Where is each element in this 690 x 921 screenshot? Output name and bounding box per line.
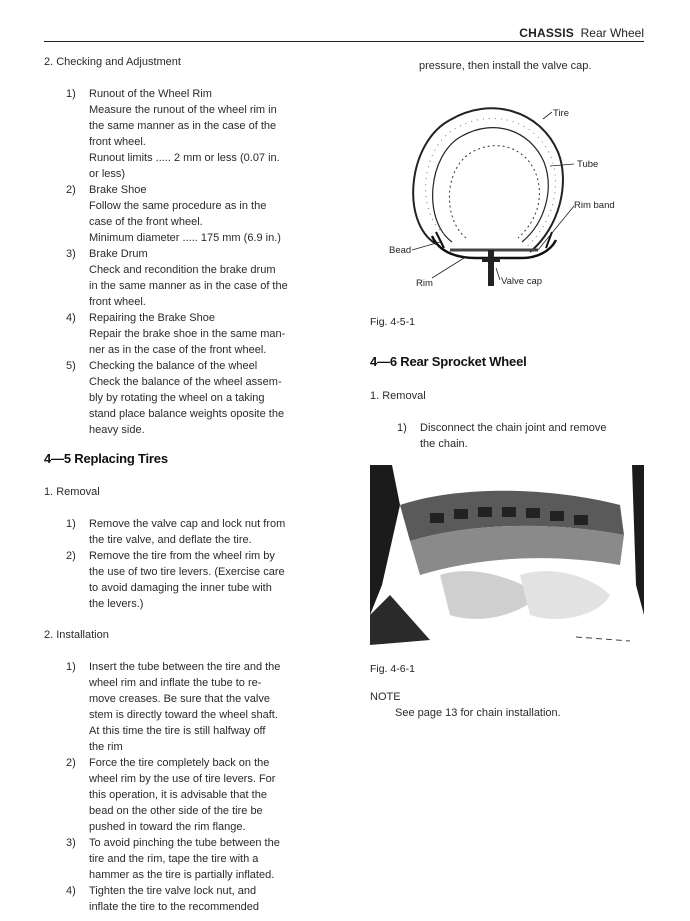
removal-step-number: 1) <box>66 518 76 530</box>
label-valve-cap: Valve cap <box>501 276 543 287</box>
item-line: front wheel. <box>89 296 146 308</box>
label-rim: Rim <box>416 278 433 289</box>
tire-texture <box>426 118 556 247</box>
item-line: Follow the same procedure as in the <box>89 200 267 212</box>
install-step-line: Insert the tube between the tire and the <box>89 661 281 673</box>
item-line: front wheel. <box>89 136 146 148</box>
item-title: Runout of the Wheel Rim <box>89 88 212 100</box>
tire-leader-line <box>543 112 552 119</box>
item-line: or less) <box>89 168 126 180</box>
item-line: heavy side. <box>89 424 145 436</box>
continued-text: pressure, then install the valve cap. <box>419 60 592 72</box>
bead-leader-line <box>412 242 440 250</box>
install-step-line: wheel rim by the use of tire levers. For <box>89 773 276 785</box>
install-step-line: To avoid pinching the tube between the <box>89 837 280 849</box>
installation-heading: 2. Installation <box>44 629 109 641</box>
install-step-line: pushed in toward the rim flange. <box>89 821 246 833</box>
install-step-line: Tighten the tire valve lock nut, and <box>89 885 257 897</box>
item-title: Brake Shoe <box>89 184 147 196</box>
runout-spec: Runout limits ..... 2 mm or less (0.07 in. <box>89 152 280 164</box>
figure-caption-4-5-1: Fig. 4-5-1 <box>370 316 415 328</box>
install-step-line: bead on the other side of the tire be <box>89 805 263 817</box>
sprocket-step-number: 1) <box>397 422 407 434</box>
removal-step-line: the levers.) <box>89 598 144 610</box>
label-tube: Tube <box>577 159 599 170</box>
item-number: 3) <box>66 248 76 260</box>
valve-cap-leader-line <box>496 268 500 280</box>
item-title: Repairing the Brake Shoe <box>89 312 215 324</box>
install-step-line: Force the tire completely back on the <box>89 757 270 769</box>
section-rear-sprocket-heading: 4—6 Rear Sprocket Wheel <box>370 354 527 369</box>
label-rim-band: Rim band <box>574 200 615 211</box>
header-section: CHASSIS <box>519 26 574 40</box>
rim-leader-line <box>432 258 464 278</box>
item-line: stand place balance weights oposite the <box>89 408 285 420</box>
page-header <box>44 26 644 42</box>
figure-caption-4-6-1: Fig. 4-6-1 <box>370 663 415 675</box>
install-step-line: At this time the tire is still halfway off <box>89 725 266 737</box>
removal-step-line: the tire valve, and deflate the tire. <box>89 534 252 546</box>
removal-step-line: Remove the tire from the wheel rim by <box>89 550 275 562</box>
note-heading: NOTE <box>370 691 401 703</box>
install-step-number: 1) <box>66 661 76 673</box>
item-line: bly by rotating the wheel on a taking <box>89 392 265 404</box>
removal-step-number: 2) <box>66 550 76 562</box>
section-replacing-tires-heading: 4—5 Replacing Tires <box>44 451 168 466</box>
item-number: 5) <box>66 360 76 372</box>
label-bead: Bead <box>389 245 412 256</box>
item-line: case of the front wheel. <box>89 216 203 228</box>
install-step-line: inflate the tire to the recommended <box>89 901 259 913</box>
item-line: the same manner as in the case of the <box>89 120 277 132</box>
label-tire: Tire <box>553 108 570 119</box>
install-step-line: this operation, it is advisable that the <box>89 789 267 801</box>
removal-step-line: to avoid damaging the inner tube with <box>89 582 272 594</box>
tire-inner-outline <box>433 128 549 242</box>
item-number: 2) <box>66 184 76 196</box>
sprocket-step-line: Disconnect the chain joint and remove <box>420 422 607 434</box>
tube-outline <box>449 146 539 238</box>
removal-heading: 1. Removal <box>44 486 100 498</box>
item-line: Check and recondition the brake drum <box>89 264 276 276</box>
install-step-line: tire and the rim, tape the tire with a <box>89 853 259 865</box>
item-number: 1) <box>66 88 76 100</box>
item-title: Checking the balance of the wheel <box>89 360 258 372</box>
note-text: See page 13 for chain installation. <box>395 707 561 719</box>
chain-removal-photo <box>370 465 644 645</box>
item-line: Check the balance of the wheel assem- <box>89 376 282 388</box>
install-step-number: 2) <box>66 757 76 769</box>
removal-step-line: the use of two tire levers. (Exercise care <box>89 566 285 578</box>
item-number: 4) <box>66 312 76 324</box>
section-checking-title: 2. Checking and Adjustment <box>44 56 181 68</box>
header-subsection: Rear Wheel <box>580 26 644 40</box>
sprocket-step-line: the chain. <box>420 438 468 450</box>
minimum-diameter-spec: Minimum diameter ..... 175 mm (6.9 in.) <box>89 232 281 244</box>
item-line: Measure the runout of the wheel rim in <box>89 104 277 116</box>
header-title <box>519 26 644 40</box>
item-title: Brake Drum <box>89 248 148 260</box>
header-rule <box>44 41 644 42</box>
install-step-line: hammer as the tire is partially inflated. <box>89 869 275 881</box>
install-step-line: stem is directly toward the wheel shaft. <box>89 709 278 721</box>
tire-cross-section-diagram <box>380 82 650 302</box>
removal-step-line: Remove the valve cap and lock nut from <box>89 518 286 530</box>
item-line: ner as in the case of the front wheel. <box>89 344 267 356</box>
install-step-number: 4) <box>66 885 76 897</box>
sprocket-removal-heading: 1. Removal <box>370 390 426 402</box>
item-line: Repair the brake shoe in the same man- <box>89 328 286 340</box>
item-line: in the same manner as in the case of the <box>89 280 288 292</box>
install-step-number: 3) <box>66 837 76 849</box>
install-step-line: move creases. Be sure that the valve <box>89 693 270 705</box>
install-step-line: the rim <box>89 741 123 753</box>
install-step-line: wheel rim and inflate the tube to re- <box>89 677 262 689</box>
tire-outer-outline <box>413 108 563 252</box>
valve-stem <box>488 250 494 286</box>
valve-lock-nut <box>482 258 500 262</box>
